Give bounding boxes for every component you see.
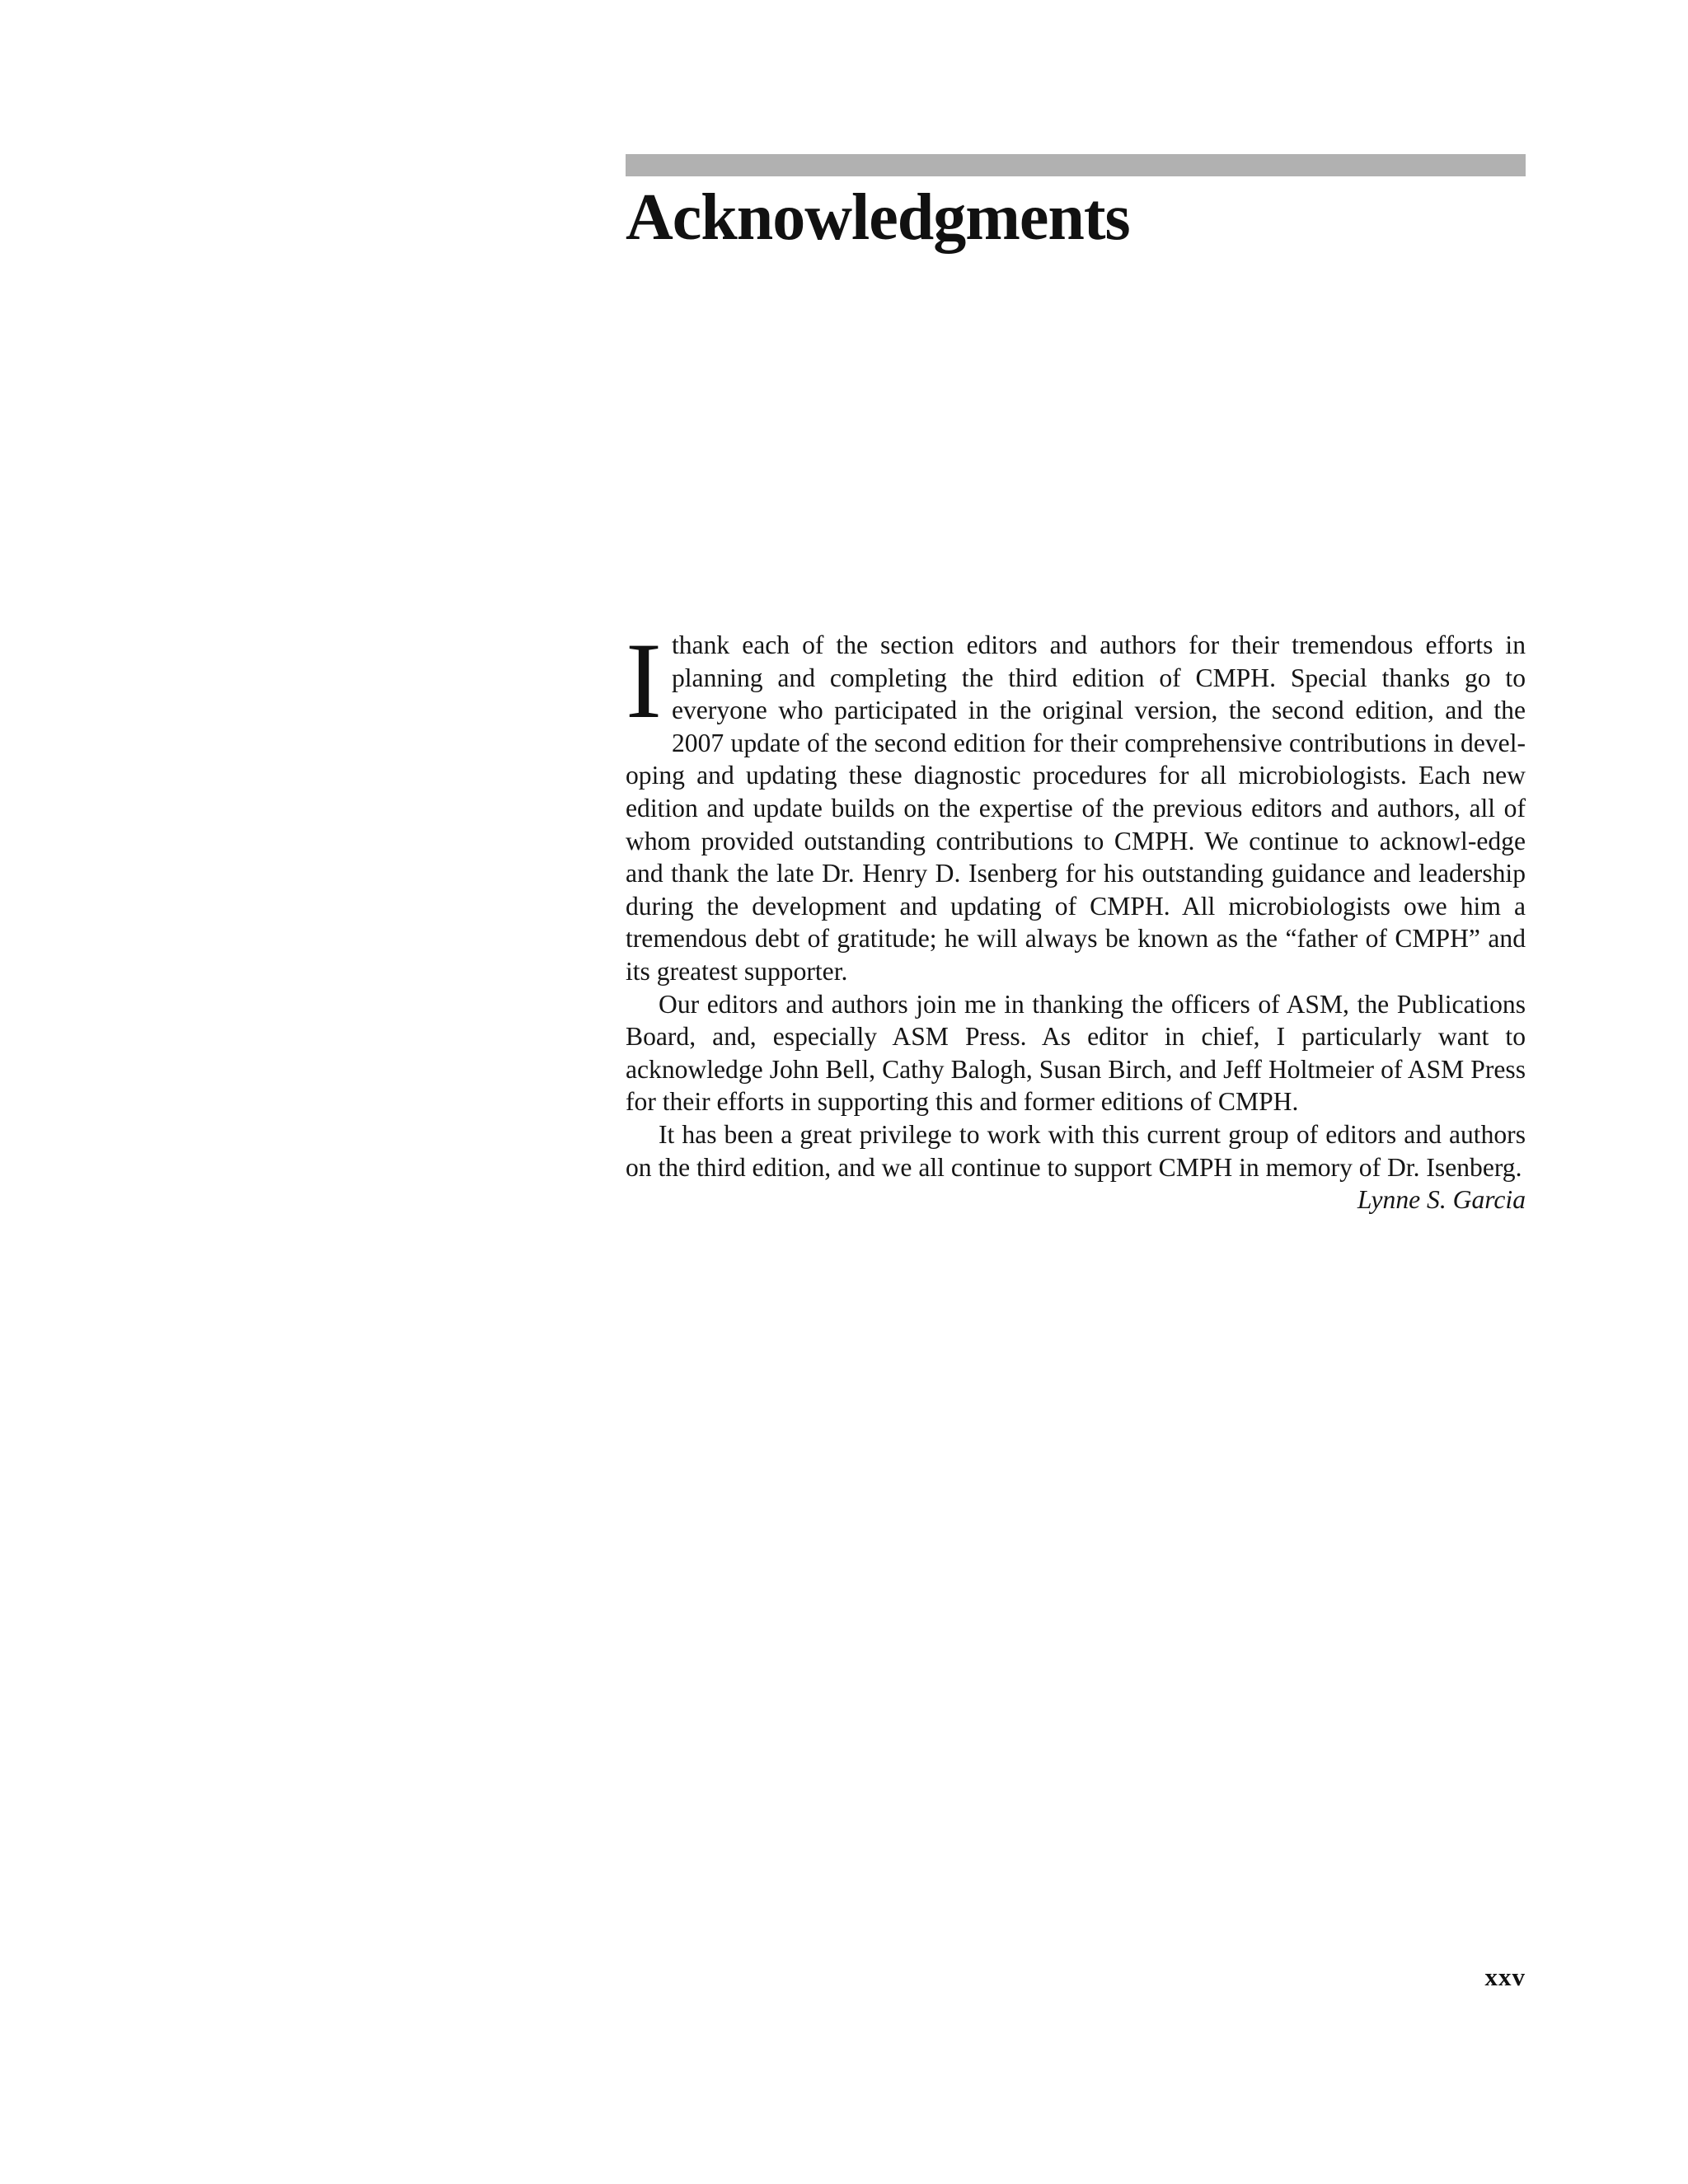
signature: Lynne S. Garcia <box>1357 1185 1526 1215</box>
paragraph-1-text: thank each of the section editors and authors for their tremendous efforts in planning and completing the third edition of CMPH. Special thanks go to everyone who participated in the original version, the second edition, and the 2007 update of the second edition for their comprehensive contributions in devel-oping and updating these diagnostic procedures for all microbiologists. Each new edition and update builds on the expertise of the previous editors and authors, all of whom provided outstanding contributions to CMPH. We continue to acknowl-edge and thank the late Dr. Henry D. Isenberg for his outstanding guidance and leadership during the development and updating of CMPH. All microbiologists owe him a tremendous debt of gratitude; he will always be known as the “father of CMPH” and its greatest supporter. <box>626 630 1526 986</box>
paragraph-2: Our editors and authors join me in thanking the officers of ASM, the Publications Board, and, especially ASM Press. As editor in chief, I particularly want to acknowledge John Bell, Cathy Balogh, Susan Birch, and Jeff Holtmeier of ASM Press for their efforts in supporting this and former editions of CMPH. <box>626 989 1526 1117</box>
paragraph-3: It has been a great privilege to work with this current group of editors and authors on the third edition, and we all continue to support CMPH in memory of Dr. Isenberg. <box>626 1119 1526 1182</box>
acknowledgments-body <box>626 620 1526 1216</box>
paragraph-1 <box>626 620 1526 988</box>
page-title: Acknowledgments <box>626 181 1130 254</box>
drop-cap: I <box>626 620 662 741</box>
header-rule <box>626 154 1526 176</box>
page-number: xxv <box>1484 1962 1526 1991</box>
